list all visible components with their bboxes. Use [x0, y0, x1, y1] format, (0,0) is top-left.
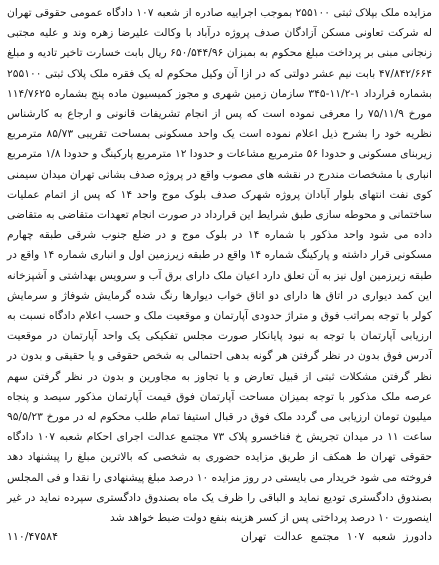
notice-footer — [7, 527, 432, 547]
notice-reference-number: ۱۱۰/۴۷۵۸۴ — [7, 530, 58, 544]
notice-body: مزایده ملک بپلاک ثبتی ۲۵۵۱۰۰ بموجب اجراییه صادره از شعبه ۱۰۷ دادگاه عمومی حقوقی تهران له شرکت تعاونی مسکن آزادگان صدف پروژه درآباد با وکالت علیرضا زهره وند و علیه مجتبی زنجانی مبنی بر پرداخت مبلغ محکوم به بمبزان ۶۵۰/۵۴۴/۹۶ ریال بابت خسارت تاخیر تادیه و مبلغ ۴۷/۸۴۲/۶۶۴ بابت نیم عشر دولتی که در ازا آن وکیل محکوم له یک فقره ملک پلاک ثبتی ۲۵۵۱۰۰ بشماره قرارداد ۱-۱۱/۲-۳۴۵ سازمان زمین شهری و مجوز کمیسیون ماده پنج بشماره ۱۱۴/۷۶۲۵ مورخ ۷۵/۱۱/۹ را معرفی نموده است که پس از انجام تشریفات قانونی و ارجاع به کارشناس نظریه خود را بشرح ذیل اعلام نموده است یک واحد مسکونی بمساحت تقریبی ۸۵/۷۳ مترمربع زیربنای مسکونی و حدودا ۵۶ مترمربع مشاعات و حدودا ۱۲ مترمربع پارکینگ و حدودا ۱/۸ مترمربع انباری با مشخصات مندرج در نقشه های مصوب واقع در پروژه صدف بشانی تهران میدان سیمنی کوی نفت انتهای بلوار آبادان پروژه شهرک صدف بلوک موج واحد ۱۴ که پس از اتمام عملیات ساختمانی و محوطه سازی طبق شرایط این قرارداد در صورت انجام تعهدات متقاضی به متقاضی داده می شود واحد مذکور با شماره ۱۴ در بلوک موج و در ضلع جنوب شرقی طبقه چهارم مسکونی قرار داشته و پارکینگ شماره ۱۴ واقع در طبقه زیرزمین اول و انباری شماره ۱۴ واقع در طبقه زیرزمین اول نیز به آن تعلق دارد اعیان ملک دارای برق آب و سرویس بهداشتی و آشپزخانه این کمد دیواری در اتاق ها دارای دو اتاق خواب دیوارها رنگ شده گرمایش شوفاژ و سرمایش کولر با توجه بمراتب فوق و متراژ حدودی آپارتمان و موقعیت ملک و حسب اعلام دادگاه نسبت به ارزیابی آپارتمان با توجه به نبود پایانکار صورت مجلس تفکیکی یک واحد آپارتمان در موقعیت آدرس فوق بدون در نظر گرفتن هر گونه بدهی احتمالی به شخص حقوقی و یا حقیقی و بدون در نظر گرفتن مشکلات ثبتی از قبیل تعارض و یا تجاوز به مجاورین و بدون در نظر گرفتن سهم عرصه ملک مذکور با توجه بمیزان مساحت آپارتمان فوق قیمت آپارتمان مذکور سیصد و پنجاه میلیون تومان ارزیابی می گردد ملک فوق در قبال استیفا تمام طلب محکوم له در مورخ ۹۵/۵/۲۳ ساعت ۱۱ در میدان تجریش خ فناخسرو پلاک ۷۳ مجتمع عدالت اجرای احکام شعبه ۱۰۷ دادگاه حقوقی تهران ط همکف از طریق مزایده حضوری به شخصی که بالاترین مبلغ را پیشنهاد دهد فروخته می شود خریدار می بایستی در روز مزایده ۱۰ درصد مبلغ پیشنهادی را نقدا و فی المجلس بصندوق دادگستری تودیع نماید و الباقی را ظرف یک ماه بصندوق دادگستری سپرده نماید در غیر اینصورت ۱۰ درصد پرداختی پس از کسر هزینه بنفع دولت ضبط خواهد شد — [7, 6, 433, 525]
notice-signature: دادورز شعبه ۱۰۷ مجتمع عدالت تهران — [240, 530, 432, 544]
